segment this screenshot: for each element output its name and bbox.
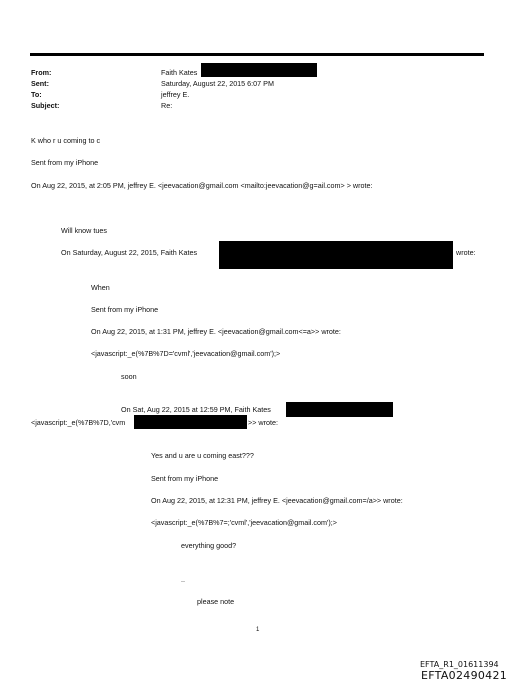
- quote-line: Sent from my iPhone: [91, 305, 159, 314]
- redaction-box: [219, 241, 453, 269]
- quote-line: <javascript:_e(%7B%7=;'cvml','jeevacation@gmail.com');>: [151, 518, 337, 527]
- quote-line: On Sat, Aug 22, 2015 at 12:59 PM, Faith Kates: [121, 405, 271, 414]
- quote-line: wrote:: [456, 248, 476, 257]
- quote-line: When: [91, 283, 110, 292]
- body-line: On Aug 22, 2015, at 2:05 PM, jeffrey E. <jeevacation@gmail.com <mailto:jeevacation@g=ail.com> > wrote:: [31, 181, 373, 190]
- quote-line: On Aug 22, 2015, at 1:31 PM, jeffrey E. <jeevacation@gmail.com<=a>> wrote:: [91, 327, 341, 336]
- quote-line: everything good?: [181, 541, 237, 550]
- header-rule: [30, 53, 484, 56]
- quote-line: <javascript:_e(%7B%7D,'cvm: [31, 418, 126, 427]
- sent-value: Saturday, August 22, 2015 6:07 PM: [161, 79, 274, 88]
- quote-line: Yes and u are u coming east???: [151, 451, 254, 460]
- from-label: From:: [31, 68, 52, 77]
- doc-id-large: EFTA02490421: [421, 669, 508, 682]
- to-label: To:: [31, 90, 42, 99]
- body-line: Sent from my iPhone: [31, 158, 99, 167]
- to-value: jeffrey E.: [161, 90, 190, 99]
- redaction-box: [134, 415, 247, 429]
- quote-line: please note: [197, 597, 235, 606]
- quote-line: Will know tues: [61, 226, 107, 235]
- from-value: Faith Kates: [161, 68, 198, 77]
- page-number: 1: [256, 627, 260, 633]
- redaction-box: [286, 402, 393, 417]
- quote-line: <javascript:_e(%7B%7D='cvml','jeevacation@gmail.com');>: [91, 349, 281, 358]
- subject-value: Re:: [161, 101, 173, 110]
- quote-line: >> wrote:: [248, 418, 278, 427]
- quote-line: ..: [181, 575, 185, 584]
- quote-line: soon: [121, 372, 137, 381]
- quote-line: On Aug 22, 2015, at 12:31 PM, jeffrey E. <jeevacation@gmail.com=/a>> wrote:: [151, 496, 403, 505]
- quote-line: Sent from my iPhone: [151, 474, 219, 483]
- body-line: K who r u coming to c: [31, 136, 101, 145]
- redaction-box: [201, 63, 317, 77]
- quote-line: On Saturday, August 22, 2015, Faith Kates: [61, 248, 198, 257]
- doc-id-small: EFTA_R1_01611394: [420, 660, 499, 669]
- sent-label: Sent:: [31, 79, 49, 88]
- subject-label: Subject:: [31, 101, 60, 110]
